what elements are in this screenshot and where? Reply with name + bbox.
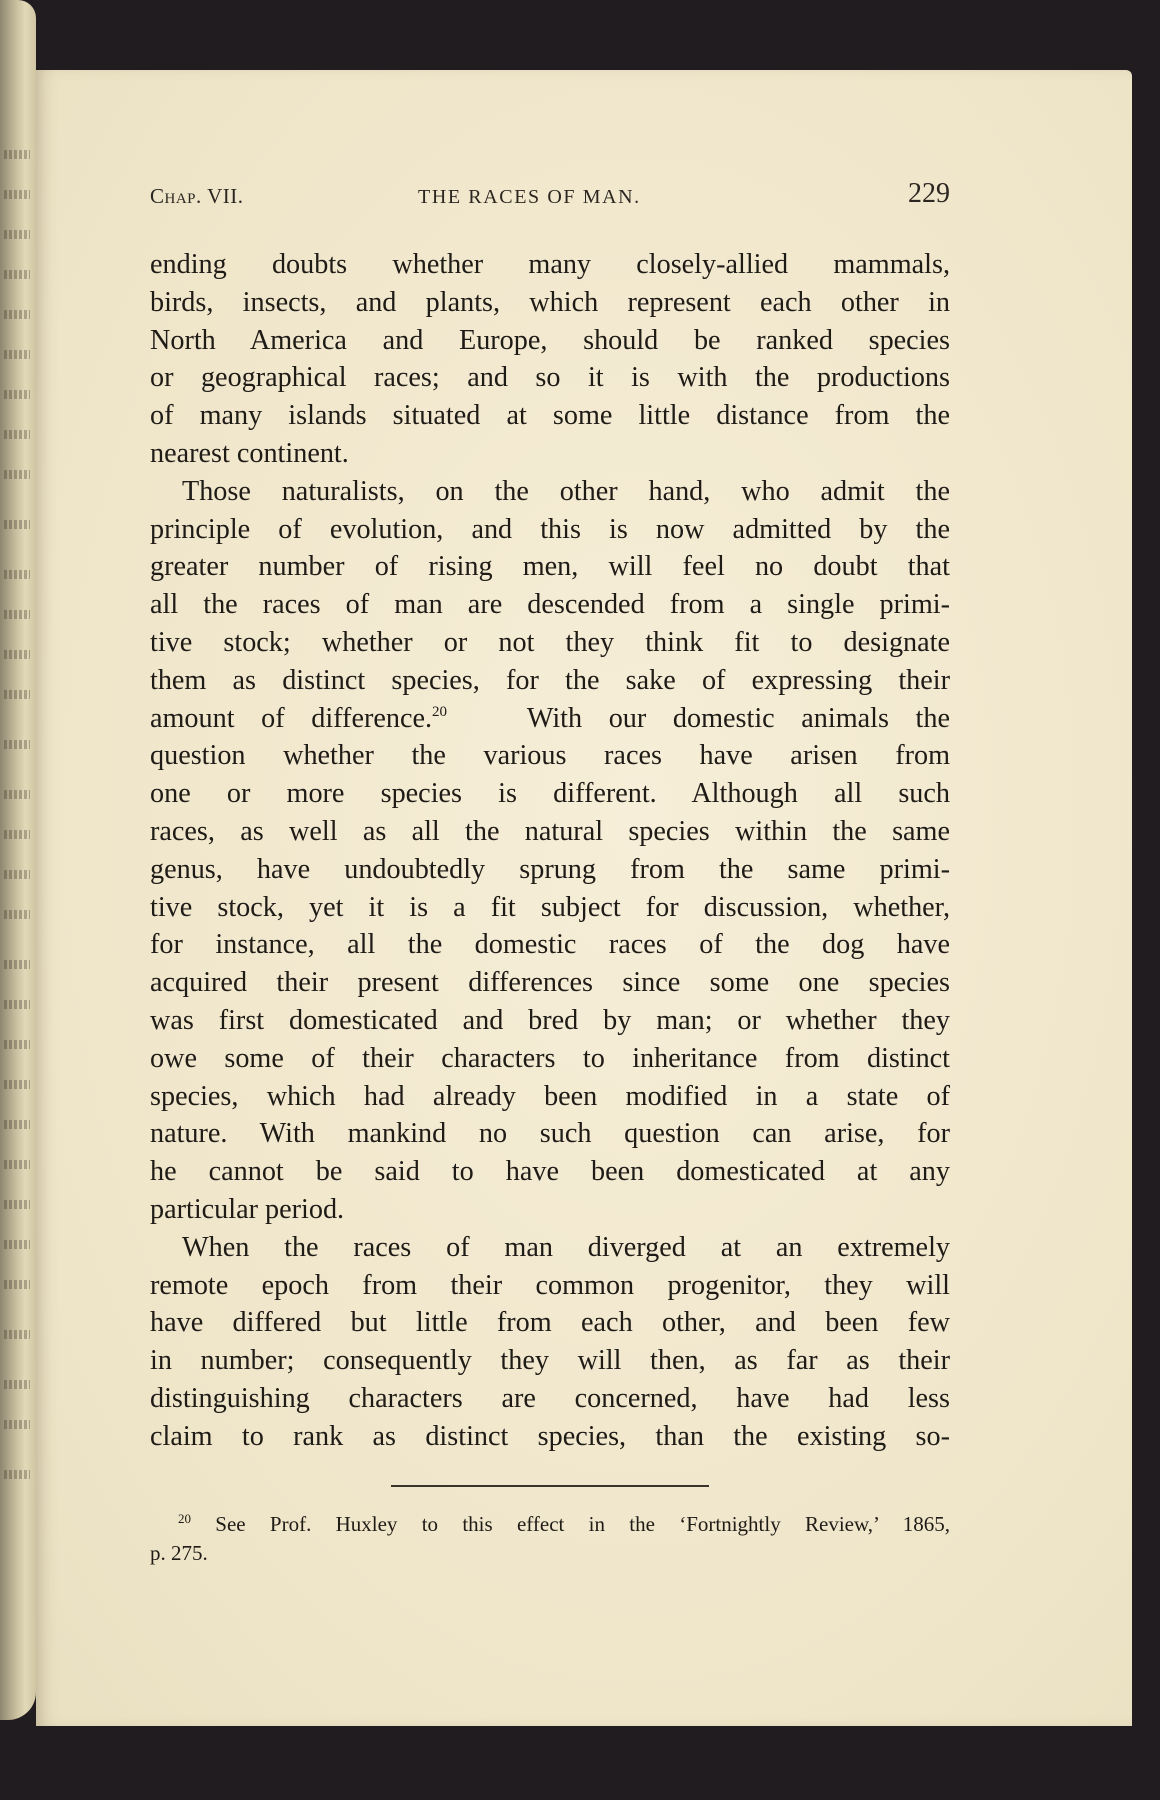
- bleed-through-mark: [4, 830, 30, 839]
- text-line: question whether the various races have arisen from: [150, 740, 950, 772]
- bleed-through-mark: [4, 960, 30, 969]
- text-line-with-footnote-ref: [150, 700, 950, 738]
- footnote-rule: [391, 1485, 709, 1487]
- bleed-through-mark: [4, 650, 30, 659]
- text-line: owe some of their characters to inheritance from distinct: [150, 1042, 950, 1074]
- text-line: remote epoch from their common progenitor, they will: [150, 1269, 950, 1301]
- text-line: nearest continent.: [150, 437, 349, 469]
- bleed-through-mark: [4, 1200, 30, 1209]
- bleed-through-mark: [4, 150, 30, 159]
- footnote-number: 20: [178, 1511, 191, 1526]
- text-line: for instance, all the domestic races of the dog have: [150, 929, 950, 961]
- bleed-through-mark: [4, 230, 30, 239]
- bleed-through-mark: [4, 1000, 30, 1009]
- text-line: nature. With mankind no such question can arise, for: [150, 1118, 950, 1150]
- text-line: he cannot be said to have been domesticated at any: [150, 1156, 950, 1188]
- text-line: When the races of man diverged at an extremely: [182, 1231, 950, 1263]
- text-line: one or more species is different. Although all such: [150, 778, 950, 810]
- bleed-through-mark: [4, 270, 30, 279]
- bleed-through-mark: [4, 1120, 30, 1129]
- bleed-through-mark: [4, 310, 30, 319]
- text-line: tive stock; whether or not they think fit to designate: [150, 626, 950, 658]
- chapter-label: Chap. VII.: [150, 184, 244, 208]
- page-sheet: [36, 70, 1132, 1726]
- text-segment: amount of difference.: [150, 702, 433, 734]
- bleed-through-mark: [4, 1280, 30, 1289]
- text-line: particular period.: [150, 1193, 345, 1225]
- body-text: [150, 246, 950, 1456]
- running-head: [150, 178, 950, 218]
- text-line: distinguishing characters are concerned, have had less: [150, 1382, 950, 1414]
- text-line: birds, insects, and plants, which represent each other in: [150, 286, 950, 318]
- bleed-through-mark: [4, 1160, 30, 1169]
- running-title: THE RACES OF MAN.: [418, 186, 641, 208]
- bleed-through-mark: [4, 470, 30, 479]
- text-line: tive stock, yet it is a fit subject for discussion, whether,: [150, 891, 950, 923]
- text-line: was first domesticated and bred by man; or whether they: [150, 1004, 950, 1036]
- bleed-through-mark: [4, 350, 30, 359]
- bleed-through-mark: [4, 690, 30, 699]
- previous-page-edge: [0, 0, 36, 1720]
- bleed-through-mark: [4, 870, 30, 879]
- bleed-through-mark: [4, 520, 30, 529]
- footnote-text: See Prof. Huxley to this effect in the ‘Fortnightly Review,’ 1865,: [215, 1512, 951, 1536]
- text-line: all the races of man are descended from a single primi-: [150, 589, 950, 621]
- bleed-through-mark: [4, 610, 30, 619]
- bleed-through-mark: [4, 1420, 30, 1429]
- footnote-line: [150, 1510, 950, 1539]
- footnote-reference: 20: [432, 703, 448, 720]
- text-line: have differed but little from each other, and been few: [150, 1307, 950, 1339]
- bleed-through-mark: [4, 1470, 30, 1479]
- bleed-through-mark: [4, 1040, 30, 1049]
- bleed-through-mark: [4, 1330, 30, 1339]
- footnote-line: p. 275.: [150, 1541, 208, 1565]
- text-line: Those naturalists, on the other hand, who admit the: [182, 475, 950, 507]
- text-line: genus, have undoubtedly sprung from the same primi-: [150, 853, 950, 885]
- text-segment: With our domestic animals the: [526, 702, 950, 734]
- footnote: [150, 1510, 950, 1568]
- bleed-through-mark: [4, 570, 30, 579]
- text-line: North America and Europe, should be ranked species: [150, 324, 950, 356]
- text-line: in number; consequently they will then, as far as their: [150, 1345, 950, 1377]
- bleed-through-mark: [4, 910, 30, 919]
- bleed-through-mark: [4, 790, 30, 799]
- text-line: races, as well as all the natural species within the same: [150, 815, 950, 847]
- text-line: them as distinct species, for the sake of expressing their: [150, 664, 950, 696]
- bleed-through-mark: [4, 430, 30, 439]
- bleed-through-mark: [4, 1240, 30, 1249]
- text-line: principle of evolution, and this is now admitted by the: [150, 513, 950, 545]
- text-line: species, which had already been modified in a state of: [150, 1080, 950, 1112]
- bleed-through-mark: [4, 740, 30, 749]
- bleed-through-mark: [4, 190, 30, 199]
- text-line: ending doubts whether many closely-allied mammals,: [150, 249, 950, 280]
- text-line: or geographical races; and so it is with the productions: [150, 362, 950, 394]
- page-number: 229: [908, 178, 950, 209]
- bleed-through-mark: [4, 1380, 30, 1389]
- bleed-through-mark: [4, 1080, 30, 1089]
- text-line: claim to rank as distinct species, than the existing so-: [150, 1420, 950, 1452]
- bleed-through-mark: [4, 390, 30, 399]
- text-line: greater number of rising men, will feel no doubt that: [150, 551, 950, 583]
- text-line: of many islands situated at some little distance from the: [150, 400, 950, 432]
- text-line: acquired their present differences since some one species: [150, 967, 950, 999]
